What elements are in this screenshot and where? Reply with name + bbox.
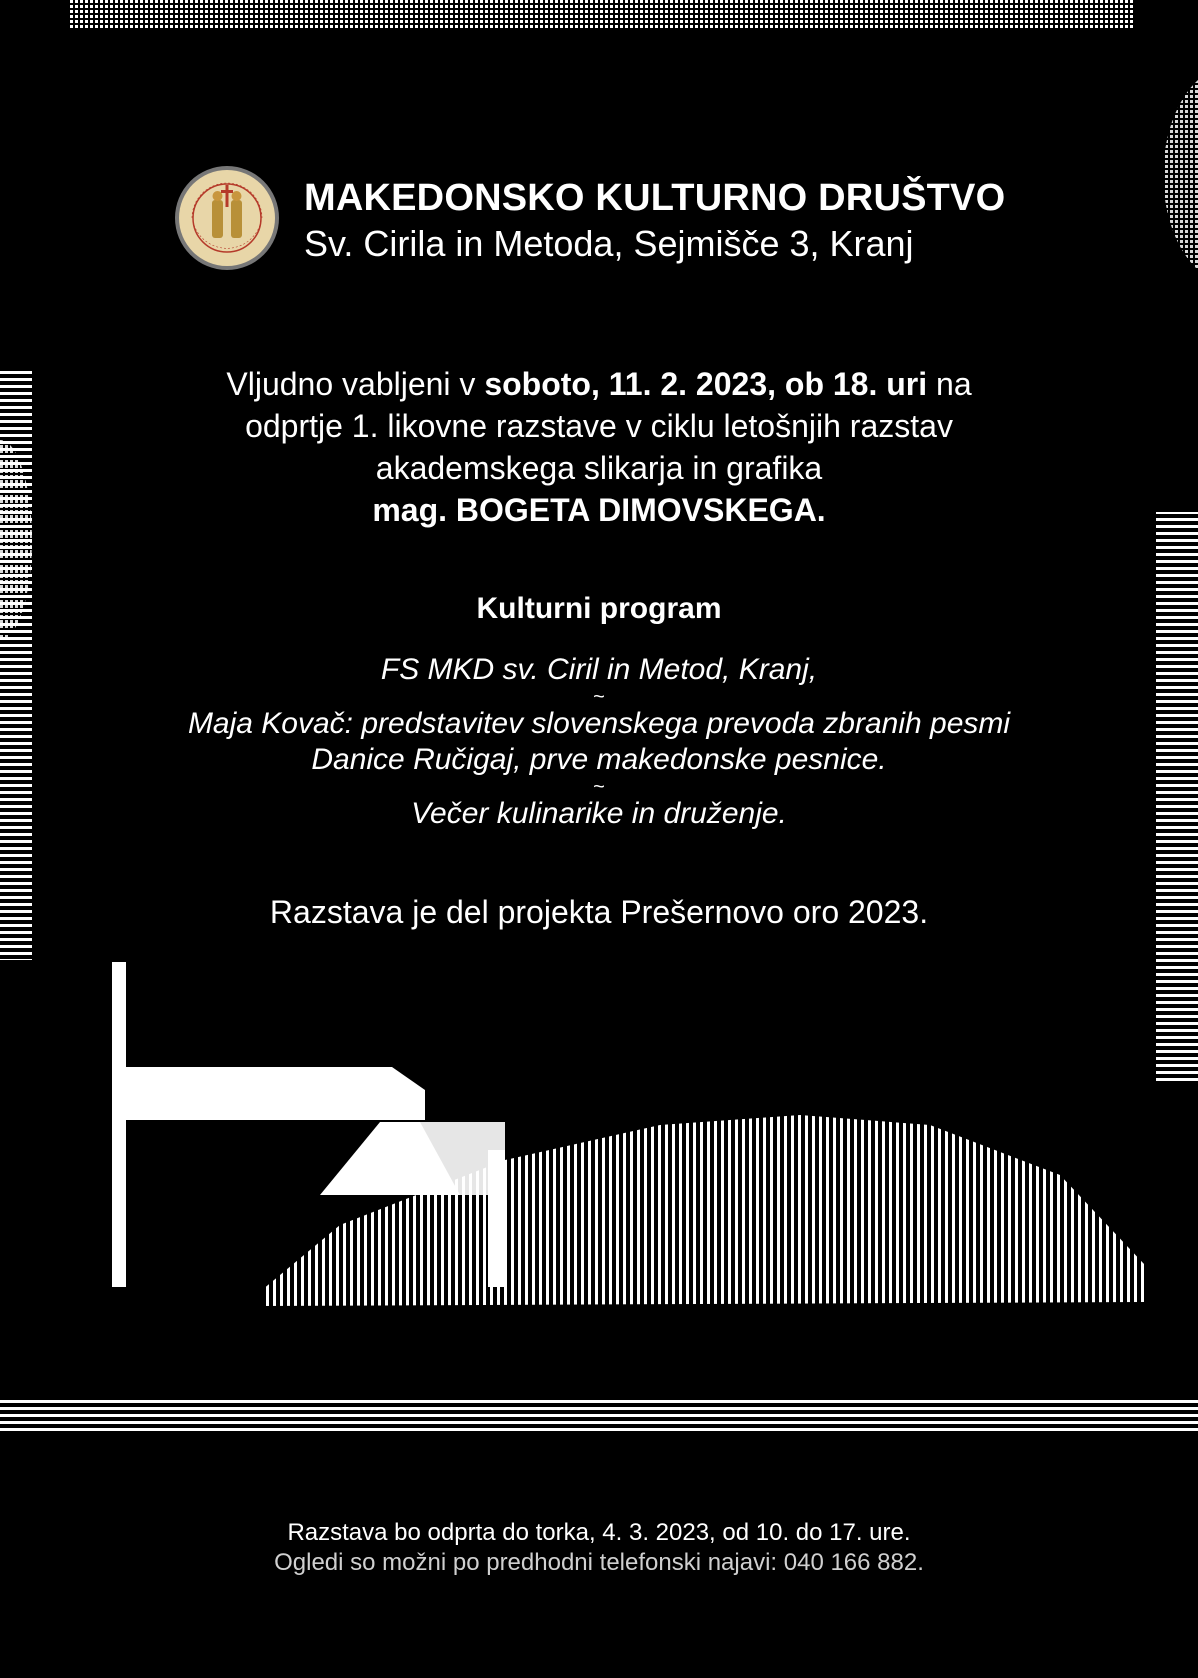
right-half-circle — [1163, 80, 1198, 270]
invitation-line-3: akademskega slikarja in grafika — [375, 450, 823, 486]
program-list — [0, 652, 1198, 832]
saints-cyril-methodius-seal-icon — [174, 165, 280, 271]
organization-name: MAKEDONSKO KULTURNO DRUŠTVO — [304, 177, 1006, 219]
footer-phone-note: Ogledi so možni po predhodni telefonski najavi: 040 166 882. — [274, 1549, 924, 1576]
top-dotted-band — [70, 0, 1135, 28]
invitation-date: soboto, 11. 2. 2023 — [484, 366, 768, 402]
invitation-date-separator: , — [767, 366, 785, 402]
program-separator-2: ~ — [593, 776, 605, 798]
vertical-post — [112, 962, 126, 1287]
program-item-1: FS MKD sv. Ciril in Metod, Kranj, — [380, 653, 818, 686]
horizontal-striped-band — [0, 1400, 1198, 1434]
invitation-line-1 — [0, 363, 1198, 405]
project-note: Razstava je del projekta Prešernovo oro 2023. — [269, 894, 929, 930]
invitation-time: ob 18. uri — [784, 366, 928, 402]
program-separator-1: ~ — [593, 686, 605, 708]
organization-address: Sv. Cirila in Metoda, Sejmišče 3, Kranj — [304, 223, 914, 264]
program-item-3: Večer kulinarike in druženje. — [411, 797, 787, 830]
program-heading: Kulturni program — [476, 592, 722, 625]
invitation-line-2: odprtje 1. likovne razstave v ciklu letošnjih razstav — [245, 408, 953, 444]
invitation-prefix: Vljudno vabljeni v — [226, 366, 485, 402]
program-item-2-line-1: Maja Kovač: predstavitev slovenskega prevoda zbranih pesmi — [187, 707, 1011, 740]
footer-opening-hours: Razstava bo odprta do torka, 4. 3. 2023, od 10. do 17. ure. — [287, 1519, 911, 1546]
header — [174, 165, 1034, 275]
program-item-2-line-2: Danice Ručigaj, prve makedonske pesnice. — [311, 743, 887, 776]
invitation-text — [0, 363, 1198, 531]
artist-name: mag. BOGETA DIMOVSKEGA. — [372, 492, 826, 528]
invitation-suffix: na — [927, 366, 972, 402]
footer — [0, 1518, 1198, 1578]
white-slab — [112, 1067, 425, 1120]
